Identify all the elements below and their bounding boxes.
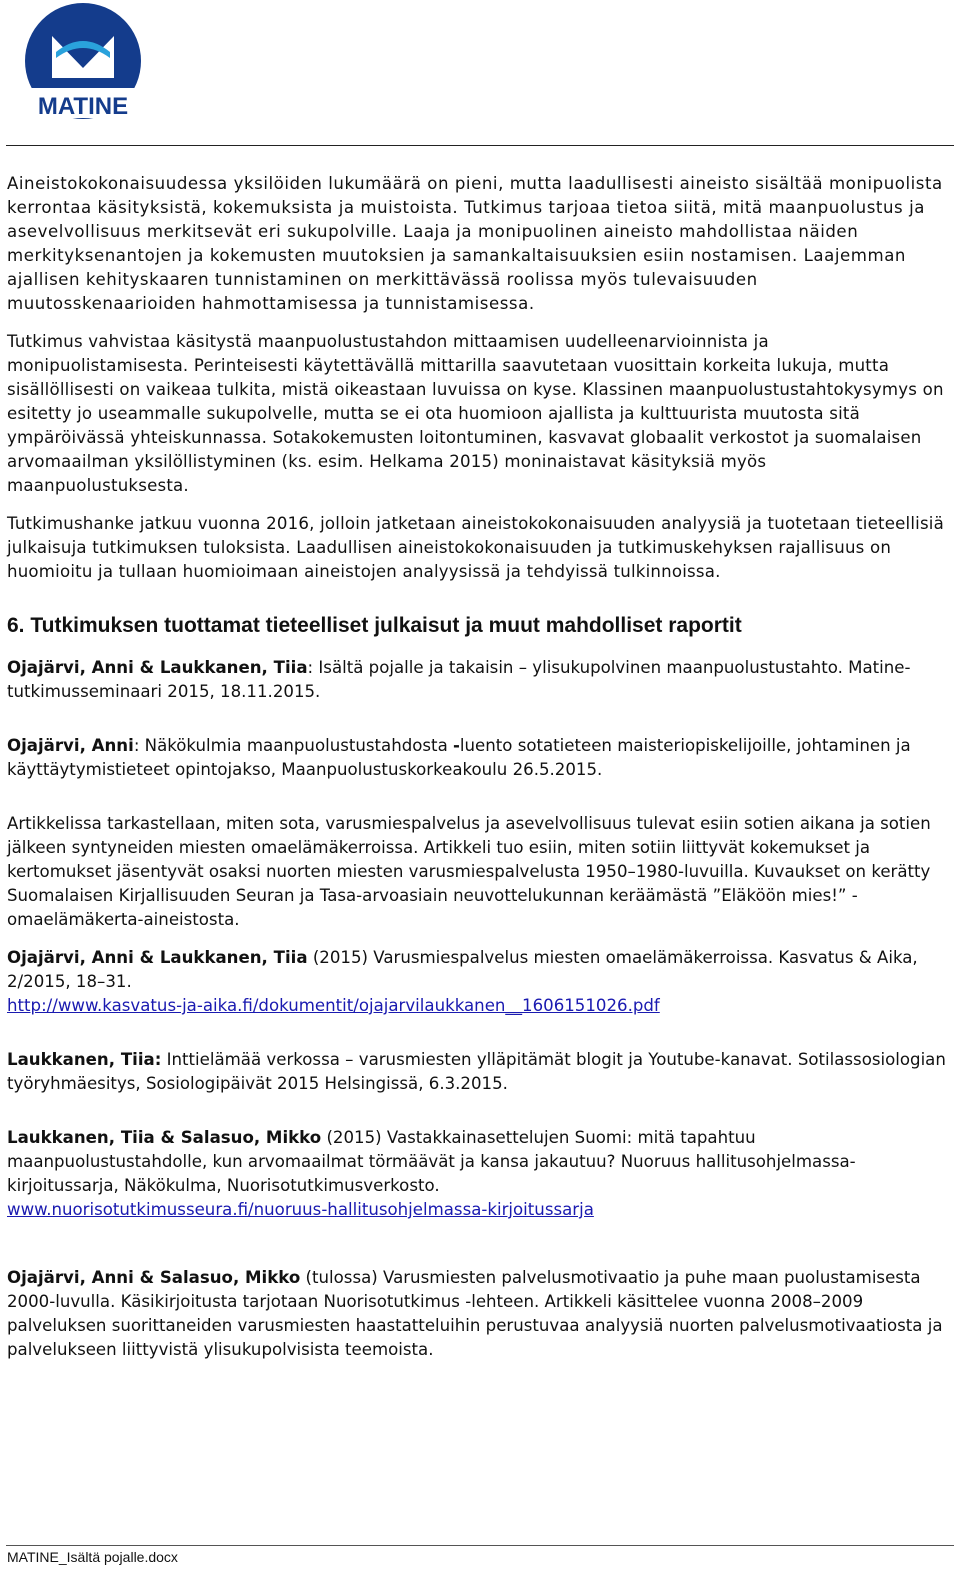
reference-link[interactable]: http://www.kasvatus-ja-aika.fi/dokumentit/ojajarvilaukkanen__1606151026.pdf [7,996,660,1015]
paragraph-artikkeli: Artikkelissa tarkastellaan, miten sota, varusmiespalvelus ja asevelvollisuus tulevat esiin sotien aikana ja sotien jälkeen syntyneiden miesten omaelämäkerroissa. Artikkeli tuo esiin, miten sotiin liittyvät kokemukset ja kertomukset jäsentyvät osaksi nuorten miesten varusmiespalvelusta 1950–1980-luvuilla. Kuvaukset on kerätty Suomalaisen Kirjallisuuden Seuran ja Tasa-arvoasiain neuvottelukunnan keräämästä ”Eläköön mies!” -omaelämäkerta-aineistosta. [7,814,931,929]
matine-logo-graphic [22,2,144,120]
reference-author: Ojajärvi, Anni [7,736,134,755]
reference-6 [7,1266,952,1362]
reference-author: Ojajärvi, Anni & Laukkanen, Tiia [7,948,308,967]
reference-text: (tulossa) Varusmiesten palvelusmotivaatio ja puhe maan puolustamisesta 2000-luvulla. Käsikirjoitusta tarjotaan Nuorisotutkimus -lehteen. Artikkeli käsittelee vuonna 2008–2009 palveluksen suorittaneiden varusmiesten haastatteluihin perustuvaa analyysiä nuorten palvelusmotivaatiosta ja palvelukseen liittyvistä ylisukupolvisista teemoista. [7,1268,943,1359]
reference-separator: : [133,736,140,755]
reference-separator: : [307,658,314,677]
reference-3 [7,946,952,1018]
matine-logo [22,2,144,120]
reference-author: Laukkanen, Tiia: [7,1050,162,1069]
reference-link[interactable]: www.nuorisotutkimusseura.fi/nuoruus-hallitusohjelmassa-kirjoitussarja [7,1200,594,1219]
reference-text: Isältä pojalle ja takaisin – ylisukupolvinen maanpuolustustahto. Matine-tutkimusseminaari 2015, 18.11.2015. [7,658,911,701]
reference-text-cont: luento sotatieteen maisteriopiskelijoille, johtaminen ja käyttäytymistieteet opintojakso, Maanpuolustuskorkeakoulu 26.5.2015. [7,736,911,779]
reference-4 [7,1048,952,1096]
footer-filename: MATINE_Isältä pojalle.docx [7,1549,178,1565]
reference-text: (2015) Vastakkainasettelujen Suomi: mitä tapahtuu maanpuolustustahdolle, kun arvomaailmat törmäävät ja kansa jakautuu? Nuoruus hallitusohjelmassa-kirjoitussarja, Näkökulma, Nuorisotutkimusverkosto. [7,1128,856,1195]
footer-divider [6,1545,954,1546]
reference-author: Ojajärvi, Anni & Salasuo, Mikko [7,1268,301,1287]
reference-text: (2015) Varusmiespalvelus miesten omaelämäkerroissa. Kasvatus & Aika, 2/2015, 18–31. [7,948,918,991]
paragraph-aineisto: Aineistokokonaisuudessa yksilöiden lukumäärä on pieni, mutta laadullisesti aineisto sisältää monipuolista kerrontaa käsityksistä, kokemuksista ja muistoista. Tutkimus tarjoaa tietoa siitä, mitä maanpuolustus ja asevelvollisuus merkitsevät eri sukupolville. Laaja ja monipuolinen aineisto mahdollistaa näiden merkityksenantojen ja kokemusten muutoksien ja samankaltaisuuksien esiin nostamisen. Laajemman ajallisen kehityskaaren tunnistaminen on merkittävässä roolissa myös tulevaisuuden muutosskenaarioiden hahmottamisessa ja tunnistamisessa. [7,174,943,313]
document-body [7,172,952,1376]
paragraph-tutkimus-vahvistaa: Tutkimus vahvistaa käsitystä maanpuolustustahdon mittaamisen uudelleenarvioinnista ja monipuolistamisesta. Perinteisesti käytettävällä mittarilla saavutetaan vuosittain korkeita lukuja, mutta sisällöllisesti on vaikeaa tulkita, mistä oikeastaan luvuissa on kyse. Klassinen maanpuolustustahtokysymys on esitetty jo useammalle sukupolvelle, mutta se ei ota huomioon ajallista ja kulttuurista muutosta sitä ympäröivässä yhteiskunnassa. Sotakokemusten loitontuminen, kasvavat globaalit verkostot ja suomalaisen arvomaailman yksilöllistyminen (ks. esim. Helkama 2015) moninaistavat käsityksiä myös maanpuolustuksesta. [7,332,944,495]
logo-text: MATINE [37,93,129,120]
reference-5 [7,1126,952,1222]
section-heading: 6. Tutkimuksen tuottamat tieteelliset julkaisut ja muut mahdolliset raportit [7,614,742,637]
reference-2 [7,734,952,782]
reference-text: Näkökulmia maanpuolustustahdosta [139,736,454,755]
paragraph-tutkimushanke: Tutkimushanke jatkuu vuonna 2016, jolloin jatketaan aineistokokonaisuuden analyysiä ja tuotetaan tieteellisiä julkaisuja tutkimuksen tuloksista. Laadullisen aineistokokonaisuuden ja tutkimuskehyksen rajallisuus on huomioitu ja tullaan huomioimaan aineistojen analyysissä ja tehdyissä tulkinnoissa. [7,514,944,581]
reference-dash: - [453,736,460,755]
reference-author: Ojajärvi, Anni & Laukkanen, Tiia [7,658,308,677]
header-divider [6,145,954,146]
reference-text: Inttielämää verkossa – varusmiesten ylläpitämät blogit ja Youtube-kanavat. Sotilassosiologian työryhmäesitys, Sosiologipäivät 2015 Helsingissä, 6.3.2015. [7,1050,946,1093]
reference-author: Laukkanen, Tiia & Salasuo, Mikko [7,1128,322,1147]
reference-1 [7,656,952,704]
